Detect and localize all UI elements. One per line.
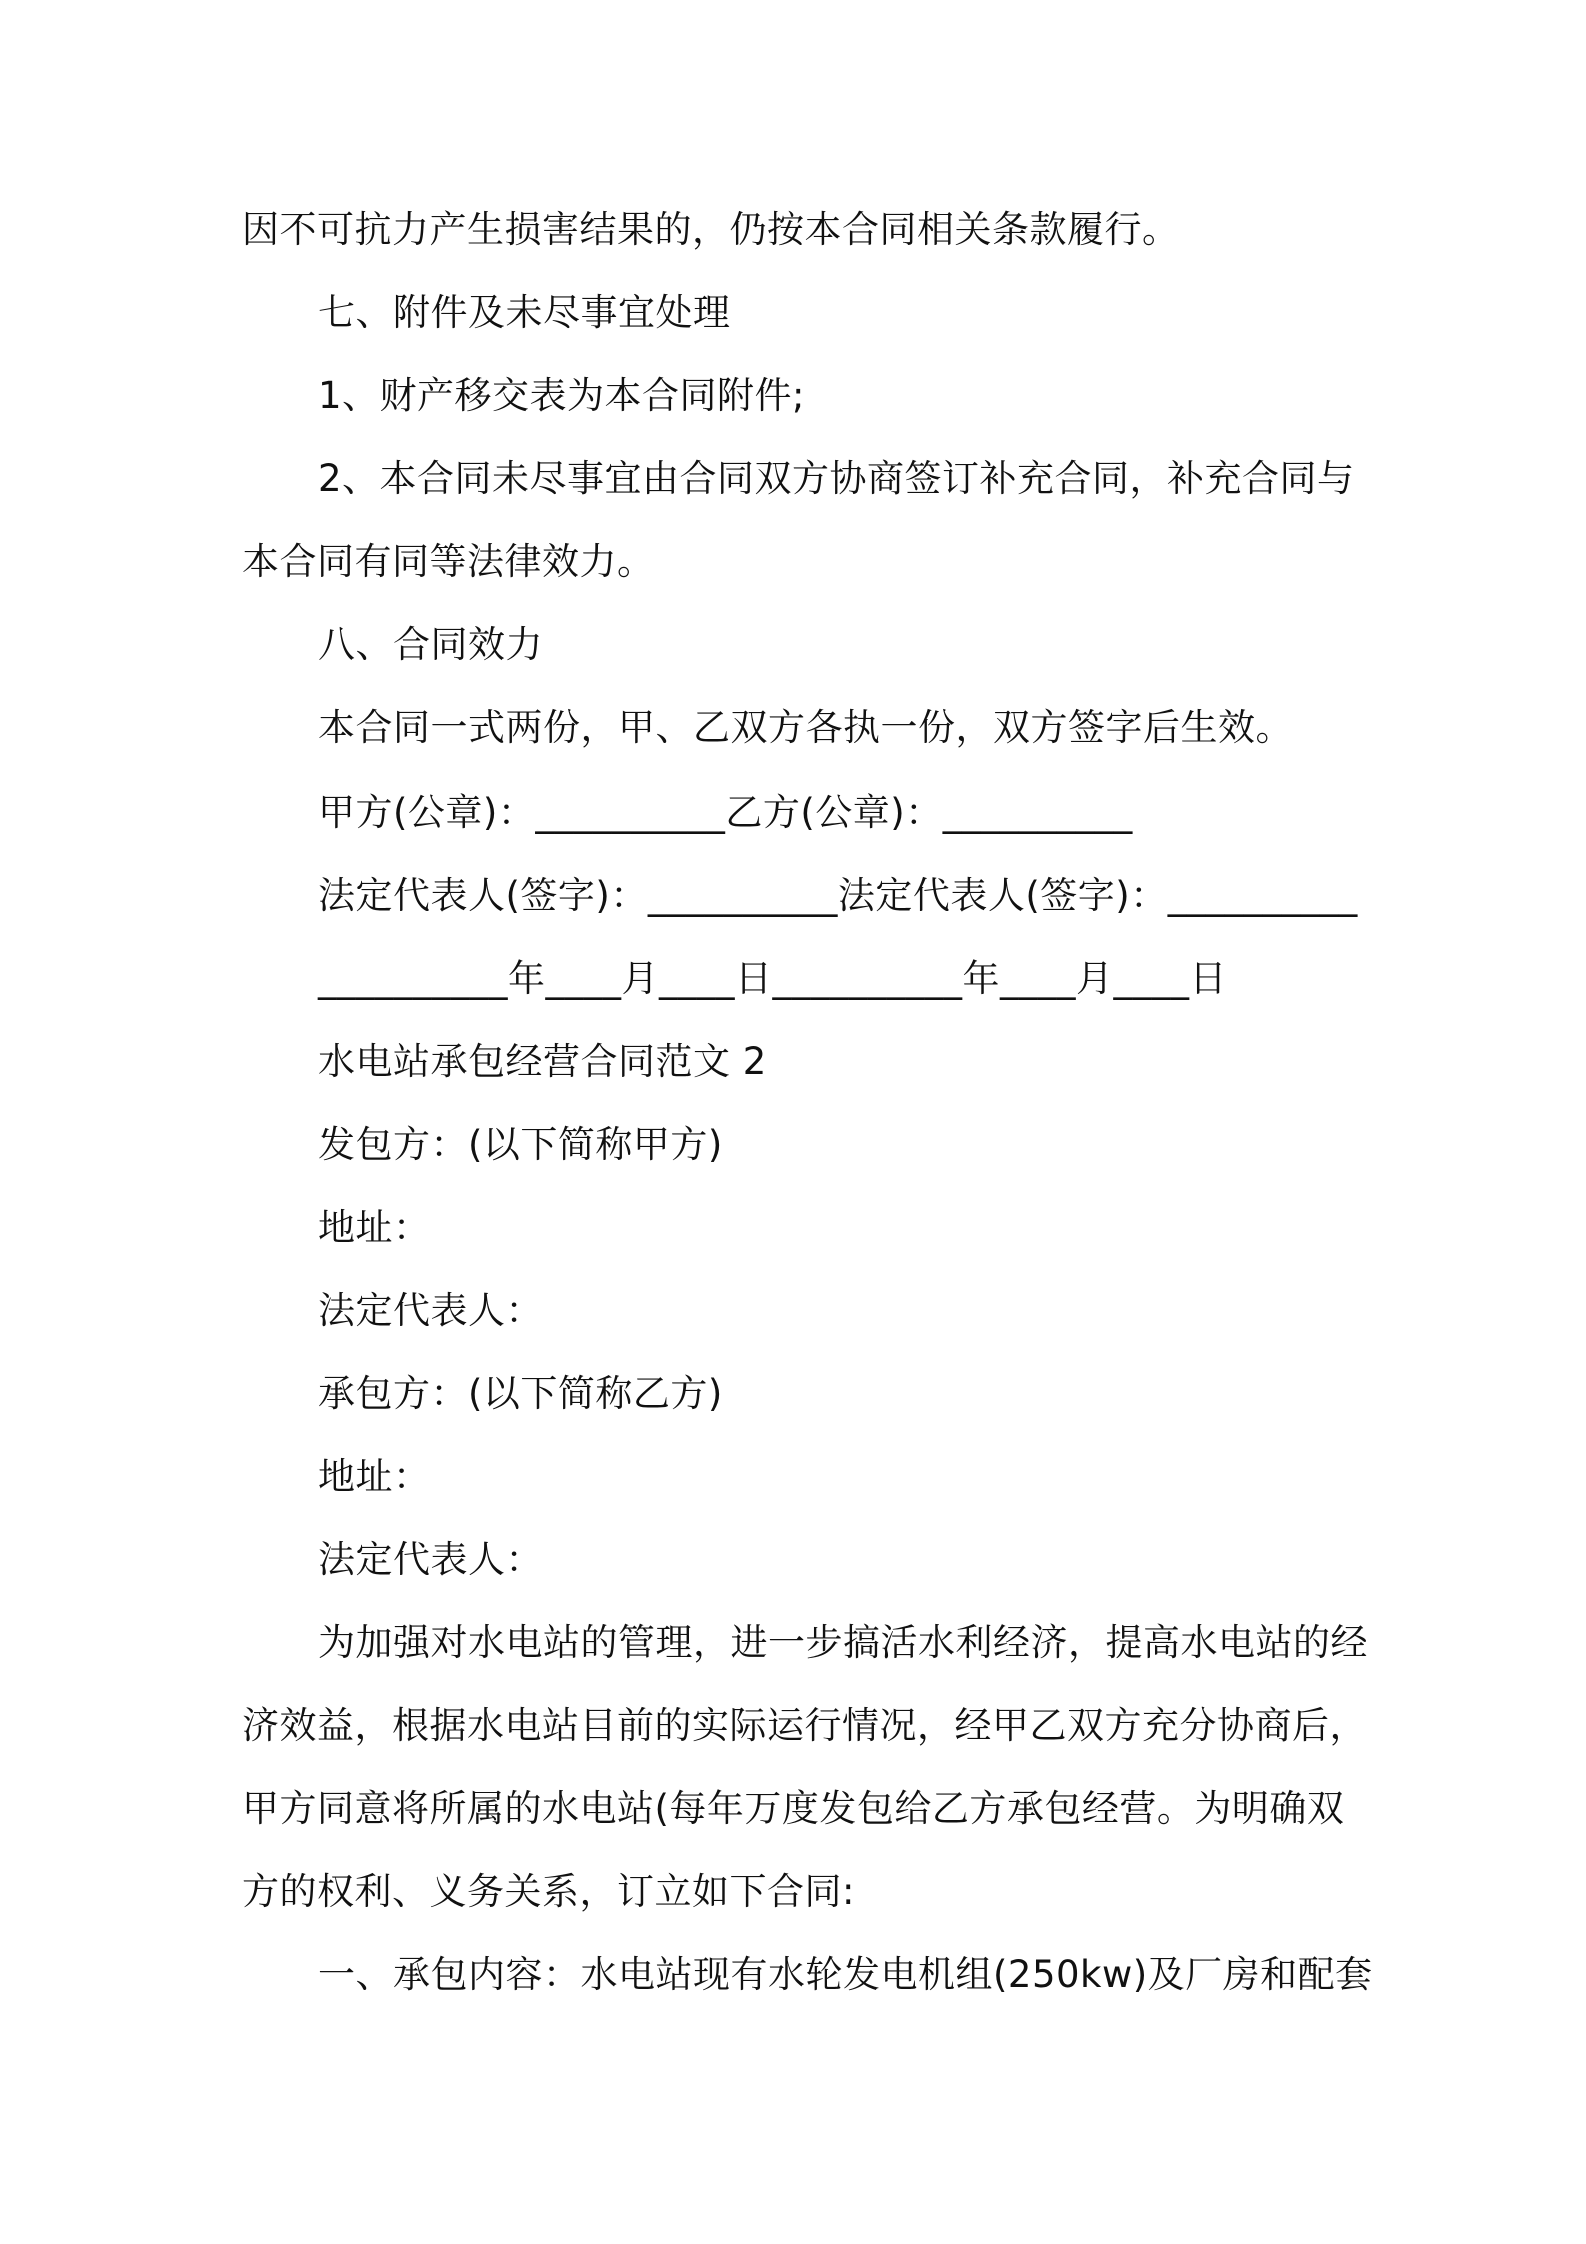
party-field: 地址： [318,1206,431,1249]
signature-line: 甲方(公章)：__________乙方(公章)：__________ [318,791,1133,834]
paragraph-line: 2、本合同未尽事宜由合同双方协商签订补充合同，补充合同与 [318,457,1355,500]
paragraph-line: 甲方同意将所属的水电站(每年万度发包给乙方承包经营。为明确双 [242,1787,1345,1830]
section-heading: 八、合同效力 [318,623,543,666]
paragraph-line: 1、财产移交表为本合同附件; [318,374,806,417]
party-field: 法定代表人： [318,1289,543,1332]
paragraph-line: 一、承包内容：水电站现有水轮发电机组(250kw)及厂房和配套 [318,1953,1373,1996]
party-field: 地址： [318,1455,431,1498]
paragraph-line: 因不可抗力产生损害结果的，仍按本合同相关条款履行。 [242,208,1180,251]
party-field: 法定代表人： [318,1538,543,1581]
signature-line: 法定代表人(签字)：__________法定代表人(签字)：__________ [318,874,1358,917]
paragraph-line: 济效益，根据水电站目前的实际运行情况，经甲乙双方充分协商后， [242,1704,1367,1747]
section-heading: 七、附件及未尽事宜处理 [318,291,731,334]
paragraph-line: 为加强对水电站的管理，进一步搞活水利经济，提高水电站的经 [318,1621,1368,1664]
document-title: 水电站承包经营合同范文 2 [318,1040,767,1083]
date-line: __________年____月____日__________年____月____日 [318,957,1227,1000]
paragraph-line: 方的权利、义务关系，订立如下合同: [242,1870,855,1913]
party-field: 承包方：(以下简称乙方) [318,1372,723,1415]
paragraph-line: 本合同一式两份，甲、乙双方各执一份，双方签字后生效。 [318,706,1293,749]
party-field: 发包方：(以下简称甲方) [318,1123,723,1166]
paragraph-line: 本合同有同等法律效力。 [242,540,655,583]
